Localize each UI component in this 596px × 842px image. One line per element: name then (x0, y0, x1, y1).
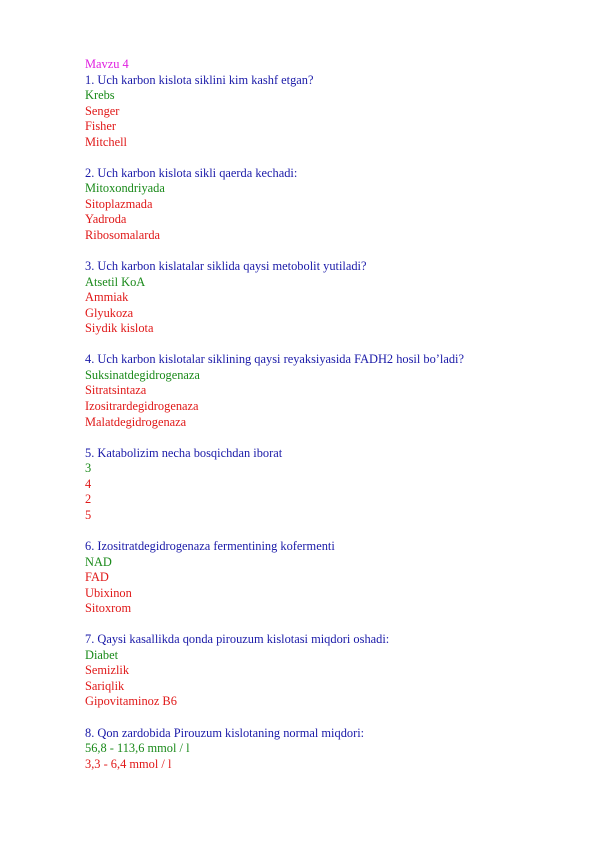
answer-correct: Mitoxondriyada (85, 181, 165, 196)
answer-correct: Atsetil KoA (85, 274, 146, 289)
answer-option: Semizlik (85, 663, 130, 678)
question-block (85, 446, 565, 524)
answer-option: Ubixinon (85, 585, 132, 600)
answer-option: Mitchell (85, 134, 127, 149)
answer-option: Fisher (85, 119, 116, 134)
spacer (85, 430, 565, 446)
answer-option: Sitoplazmada (85, 196, 153, 211)
answer-option: Sitratsintaza (85, 383, 147, 398)
question-text: 7. Qaysi kasallikda qonda pirouzum kislotasi miqdori oshadi: (85, 632, 390, 647)
question-text: 3. Uch karbon kislatalar siklida qaysi metobolit yutiladi? (85, 259, 367, 274)
spacer (85, 617, 565, 633)
document-page (85, 57, 565, 772)
answer-correct: 3 (85, 461, 92, 476)
answer-correct: Suksinatdegidrogenaza (85, 367, 200, 382)
spacer (85, 337, 565, 353)
answer-option: 5 (85, 507, 92, 522)
question-block (85, 73, 565, 151)
question-block (85, 166, 565, 244)
answer-correct: Krebs (85, 88, 115, 103)
topic-title: Mavzu 4 (85, 57, 129, 71)
question-block (85, 259, 565, 337)
answer-option: Sariqlik (85, 678, 125, 693)
question-text: 2. Uch karbon kislota sikli qaerda kechadi: (85, 165, 298, 180)
answer-option: 4 (85, 476, 92, 491)
question-block (85, 539, 565, 617)
answer-option: Malatdegidrogenaza (85, 414, 187, 429)
answer-option: Izositrardegidrogenaza (85, 399, 199, 414)
answer-option: 2 (85, 492, 92, 507)
question-text: 6. Izositratdegidrogenaza fermentining kofermenti (85, 538, 335, 553)
answer-correct: 56,8 - 113,6 mmol / l (85, 741, 190, 756)
spacer (85, 244, 565, 260)
question-text: 8. Qon zardobida Pirouzum kislotaning normal miqdori: (85, 725, 365, 740)
answer-option: FAD (85, 570, 109, 585)
question-block (85, 632, 565, 710)
question-block (85, 726, 565, 773)
answer-option: Glyukoza (85, 305, 134, 320)
question-block (85, 352, 565, 430)
answer-option: Siydik kislota (85, 321, 154, 336)
answer-option: Senger (85, 103, 120, 118)
spacer (85, 710, 565, 726)
answer-option: Sitoxrom (85, 601, 132, 616)
answer-option: Yadroda (85, 212, 127, 227)
spacer (85, 150, 565, 166)
answer-option: 3,3 - 6,4 mmol / l (85, 756, 172, 771)
answer-option: Ribosomalarda (85, 228, 161, 243)
answer-correct: Diabet (85, 647, 119, 662)
answer-option: Gipovitaminoz B6 (85, 694, 177, 709)
answer-option: Ammiak (85, 290, 129, 305)
question-text: 1. Uch karbon kislota siklini kim kashf etgan? (85, 72, 314, 87)
spacer (85, 523, 565, 539)
answer-correct: NAD (85, 554, 112, 569)
question-text: 5. Katabolizim necha bosqichdan iborat (85, 445, 283, 460)
question-text: 4. Uch karbon kislotalar siklining qaysi reyaksiyasida FADH2 hosil bo’ladi? (85, 352, 464, 367)
